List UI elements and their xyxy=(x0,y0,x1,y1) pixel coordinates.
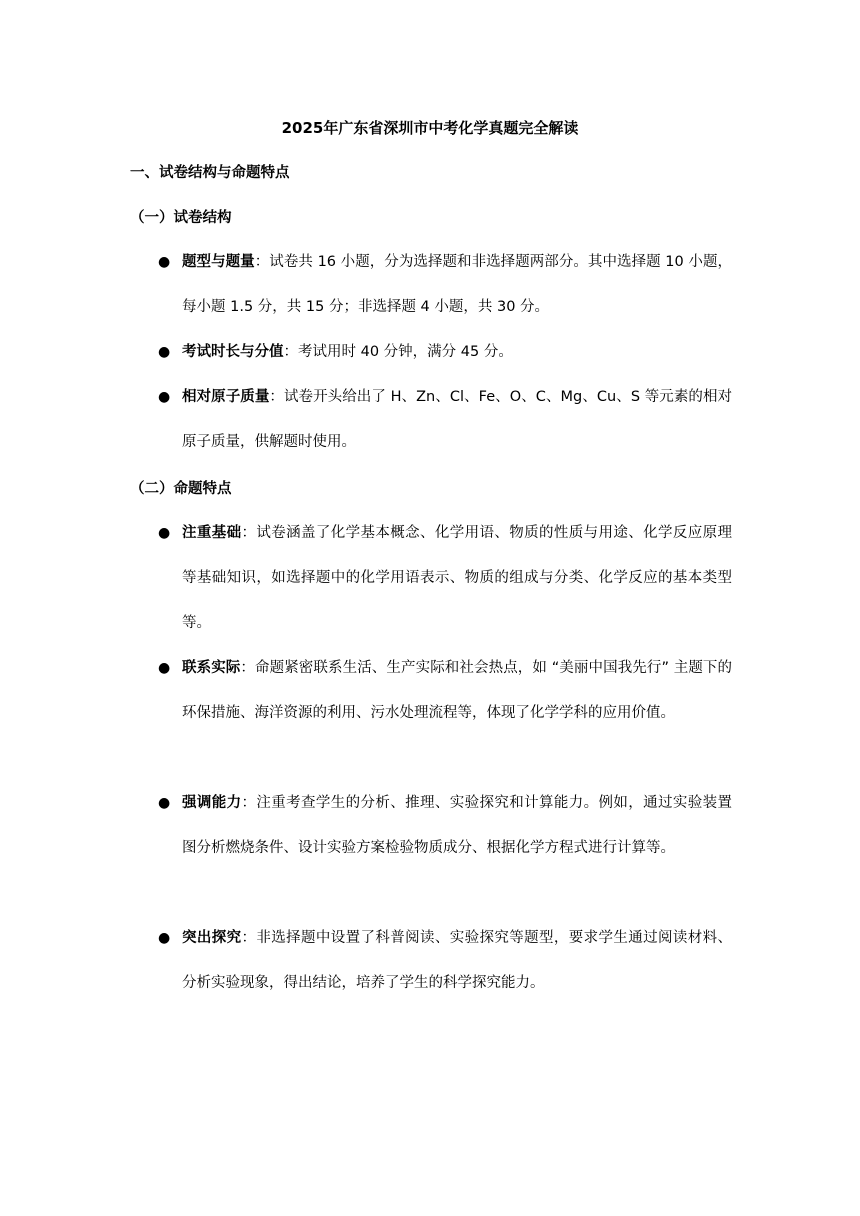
item-separator: ： xyxy=(240,660,256,676)
item-text: 注重考查学生的分析、推理、实验探究和计算能力。例如，通过实验装置图分析燃烧条件、设计实验方案检验物质成分、根据化学方程式进行计算等。 xyxy=(182,795,732,856)
item-term: 联系实际 xyxy=(182,660,241,676)
list-item-duration-score xyxy=(158,330,732,375)
item-separator: ： xyxy=(254,254,270,270)
document-title: 2025年广东省深圳市中考化学真题完全解读 xyxy=(281,119,579,137)
item-separator: ： xyxy=(241,525,257,541)
bullet-icon: ● xyxy=(158,930,171,946)
bullet-icon: ● xyxy=(158,254,171,270)
subsection-heading-structure: （一）试卷结构 xyxy=(130,210,232,226)
bullet-icon: ● xyxy=(158,660,171,676)
item-term: 突出探究 xyxy=(182,930,242,946)
bullet-icon: ● xyxy=(158,344,171,360)
item-separator: ： xyxy=(241,795,257,811)
list-item-ability xyxy=(158,781,732,871)
item-separator: ： xyxy=(283,344,298,360)
item-term: 相对原子质量 xyxy=(182,389,270,405)
list-item-atomic-mass xyxy=(158,375,733,465)
bullet-icon: ● xyxy=(158,389,171,405)
item-term: 强调能力 xyxy=(182,795,242,811)
item-term: 注重基础 xyxy=(182,525,242,541)
item-text: 试卷共 16 小题，分为选择题和非选择题两部分。其中选择题 10 小题，每小题 1.5 分，共 15 分；非选择题 4 小题，共 30 分。 xyxy=(182,254,733,315)
bullet-icon: ● xyxy=(158,525,171,541)
item-text: 试卷开头给出了 H、Zn、Cl、Fe、O、C、Mg、Cu、S 等元素的相对原子质量，供解题时使用。 xyxy=(182,389,733,450)
item-term: 考试时长与分值 xyxy=(182,344,284,360)
list-item-basics xyxy=(158,511,732,646)
item-separator: ： xyxy=(269,389,284,405)
list-item-practical xyxy=(158,646,733,736)
item-text: 考试用时 40 分钟，满分 45 分。 xyxy=(298,344,513,360)
subsection-heading-features: （二）命题特点 xyxy=(130,481,232,497)
item-text: 试卷涵盖了化学基本概念、化学用语、物质的性质与用途、化学反应原理等基础知识，如选择题中的化学用语表示、物质的组成与分类、化学反应的基本类型等。 xyxy=(182,525,732,631)
item-text: 命题紧密联系生活、生产实际和社会热点，如 “美丽中国我先行” 主题下的环保措施、海洋资源的利用、污水处理流程等，体现了化学学科的应用价值。 xyxy=(182,660,733,721)
item-text: 非选择题中设置了科普阅读、实验探究等题型，要求学生通过阅读材料、分析实验现象，得出结论，培养了学生的科学探究能力。 xyxy=(182,930,732,991)
list-item-inquiry xyxy=(158,916,732,1006)
item-separator: ： xyxy=(241,930,257,946)
item-term: 题型与题量 xyxy=(182,254,255,270)
bullet-icon: ● xyxy=(158,795,171,811)
list-item-question-types xyxy=(158,240,733,330)
section-heading: 一、试卷结构与命题特点 xyxy=(130,165,290,181)
